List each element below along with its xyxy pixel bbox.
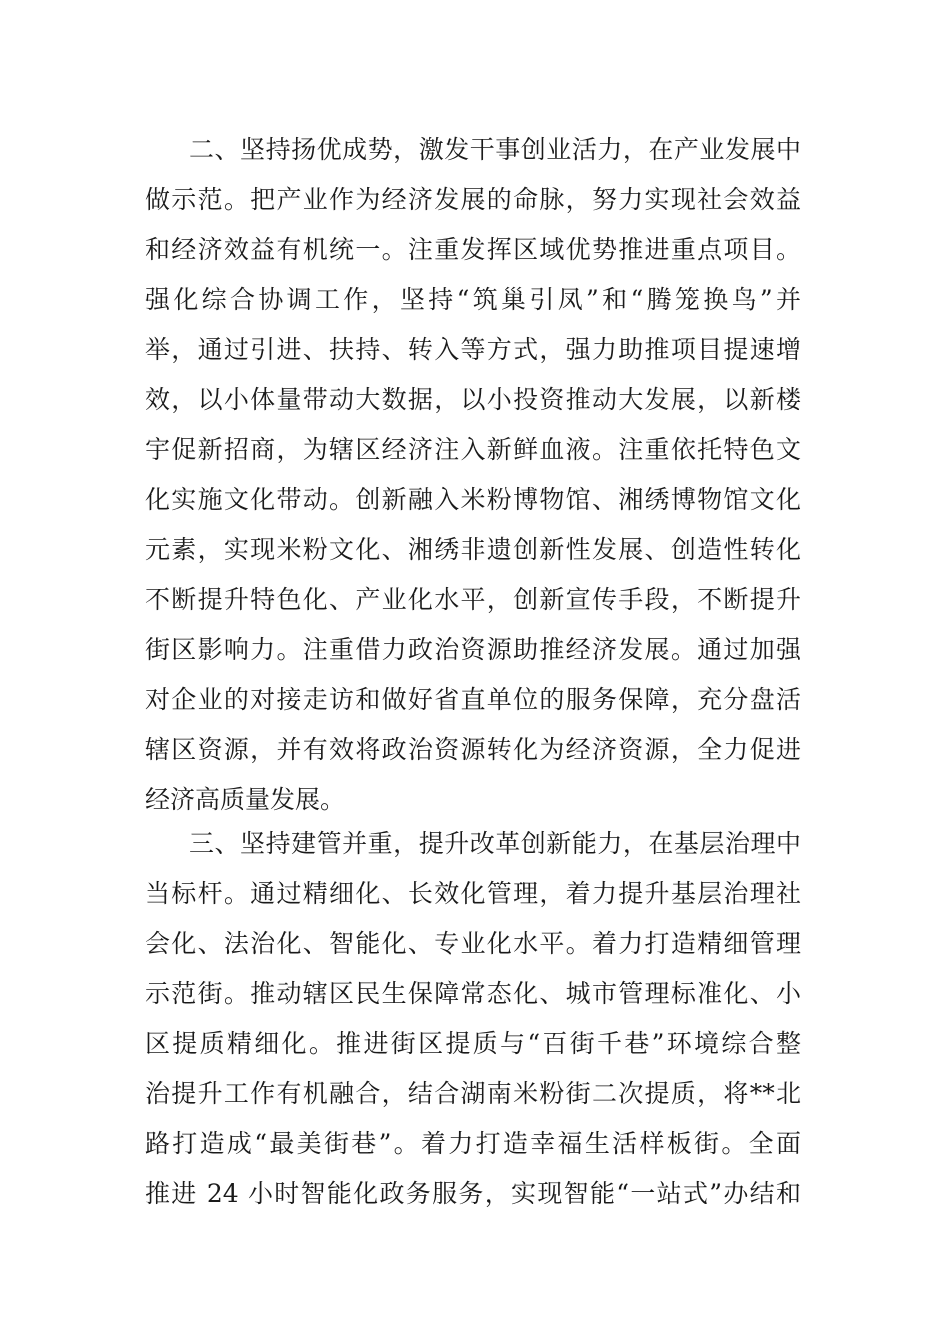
paragraph-line: 示范街。推动辖区民生保障常态化、城市管理标准化、小 (145, 979, 801, 1008)
paragraph-line: 治提升工作有机融合，结合湖南米粉街二次提质，将**北 (145, 1079, 801, 1108)
paragraph-line: 当标杆。通过精细化、长效化管理，着力提升基层治理社 (145, 879, 801, 908)
paragraph-line: 对企业的对接走访和做好省直单位的服务保障，充分盘活 (145, 685, 801, 714)
paragraph-line: 效，以小体量带动大数据，以小投资推动大发展，以新楼 (145, 385, 801, 414)
paragraph-line: 区提质精细化。推进街区提质与“百街千巷”环境综合整 (145, 1029, 801, 1058)
paragraph-line: 做示范。把产业作为经济发展的命脉，努力实现社会效益 (145, 185, 801, 214)
paragraph-line: 和经济效益有机统一。注重发挥区域优势推进重点项目。 (145, 235, 801, 264)
paragraph-line: 推进 24 小时智能化政务服务，实现智能“一站式”办结和 (145, 1179, 801, 1208)
paragraph-line: 不断提升特色化、产业化水平，创新宣传手段，不断提升 (145, 585, 801, 614)
paragraph-line: 宇促新招商，为辖区经济注入新鲜血液。注重依托特色文 (145, 435, 801, 464)
paragraph-line: 举，通过引进、扶持、转入等方式，强力助推项目提速增 (145, 335, 801, 364)
paragraph-line: 元素，实现米粉文化、湘绣非遗创新性发展、创造性转化 (145, 535, 801, 564)
paragraph-line: 街区影响力。注重借力政治资源助推经济发展。通过加强 (145, 635, 801, 664)
paragraph-line: 强化综合协调工作，坚持“筑巢引凤”和“腾笼换鸟”并 (145, 285, 801, 314)
paragraph-line: 会化、法治化、智能化、专业化水平。着力打造精细管理 (145, 929, 801, 958)
paragraph-line: 三、坚持建管并重，提升改革创新能力，在基层治理中 (189, 829, 801, 858)
paragraph-line: 二、坚持扬优成势，激发干事创业活力，在产业发展中 (189, 135, 801, 164)
paragraph-line: 路打造成“最美街巷”。着力打造幸福生活样板街。全面 (145, 1129, 801, 1158)
paragraph-line: 辖区资源，并有效将政治资源转化为经济资源，全力促进 (145, 735, 801, 764)
paragraph-line: 化实施文化带动。创新融入米粉博物馆、湘绣博物馆文化 (145, 485, 801, 514)
paragraph-line: 经济高质量发展。 (145, 785, 346, 814)
